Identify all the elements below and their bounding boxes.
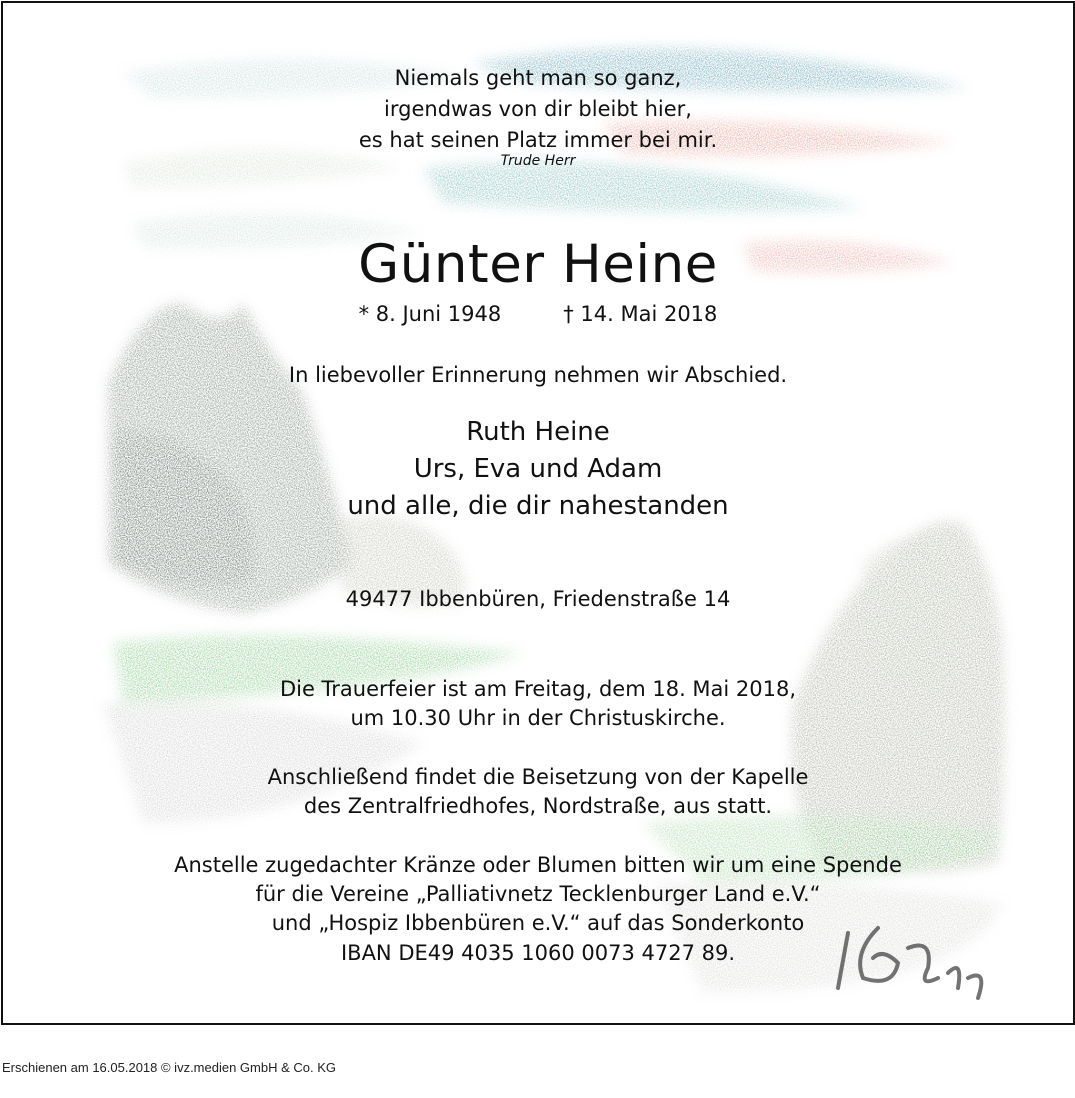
deceased-name: Günter Heine [358, 234, 718, 295]
quote-author: Trude Herr [500, 153, 576, 169]
burial-line: Anschließend findet die Beisetzung von der Kapelle [267, 765, 809, 789]
quote-line: es hat seinen Platz immer bei mir. [358, 128, 718, 152]
service-line: Die Trauerfeier ist am Freitag, dem 18. Mai 2018, [279, 677, 797, 701]
donation-line: IBAN DE49 4035 1060 0073 4727 89. [340, 941, 736, 965]
obituary-card [1, 1, 1075, 1025]
mourner-line: und alle, die dir nahestanden [347, 491, 729, 521]
birth-date: * 8. Juni 1948 [358, 302, 502, 326]
service-line: um 10.30 Uhr in der Christuskirche. [350, 706, 726, 730]
mourner-line: Ruth Heine [466, 417, 610, 447]
burial-line: des Zentralfriedhofes, Nordstraße, aus statt. [303, 794, 773, 818]
quote-line: irgendwas von dir bleibt hier, [384, 97, 692, 121]
publication-footer: Erschienen am 16.05.2018 © ivz.medien GmbH & Co. KG [2, 1060, 337, 1075]
life-dates [3, 301, 1073, 327]
address: 49477 Ibbenbüren, Friedenstraße 14 [345, 587, 731, 611]
farewell-text: In liebevoller Erinnerung nehmen wir Abschied. [288, 363, 788, 387]
mourner-line: Urs, Eva und Adam [413, 454, 663, 484]
death-date: † 14. Mai 2018 [563, 302, 718, 326]
donation-line: Anstelle zugedachter Kränze oder Blumen bitten wir um eine Spende [174, 853, 902, 877]
quote-line: Niemals geht man so ganz, [394, 66, 682, 90]
donation-line: für die Vereine „Palliativnetz Tecklenburger Land e.V.“ [255, 882, 821, 906]
donation-line: und „Hospiz Ibbenbüren e.V.“ auf das Sonderkonto [271, 911, 805, 935]
